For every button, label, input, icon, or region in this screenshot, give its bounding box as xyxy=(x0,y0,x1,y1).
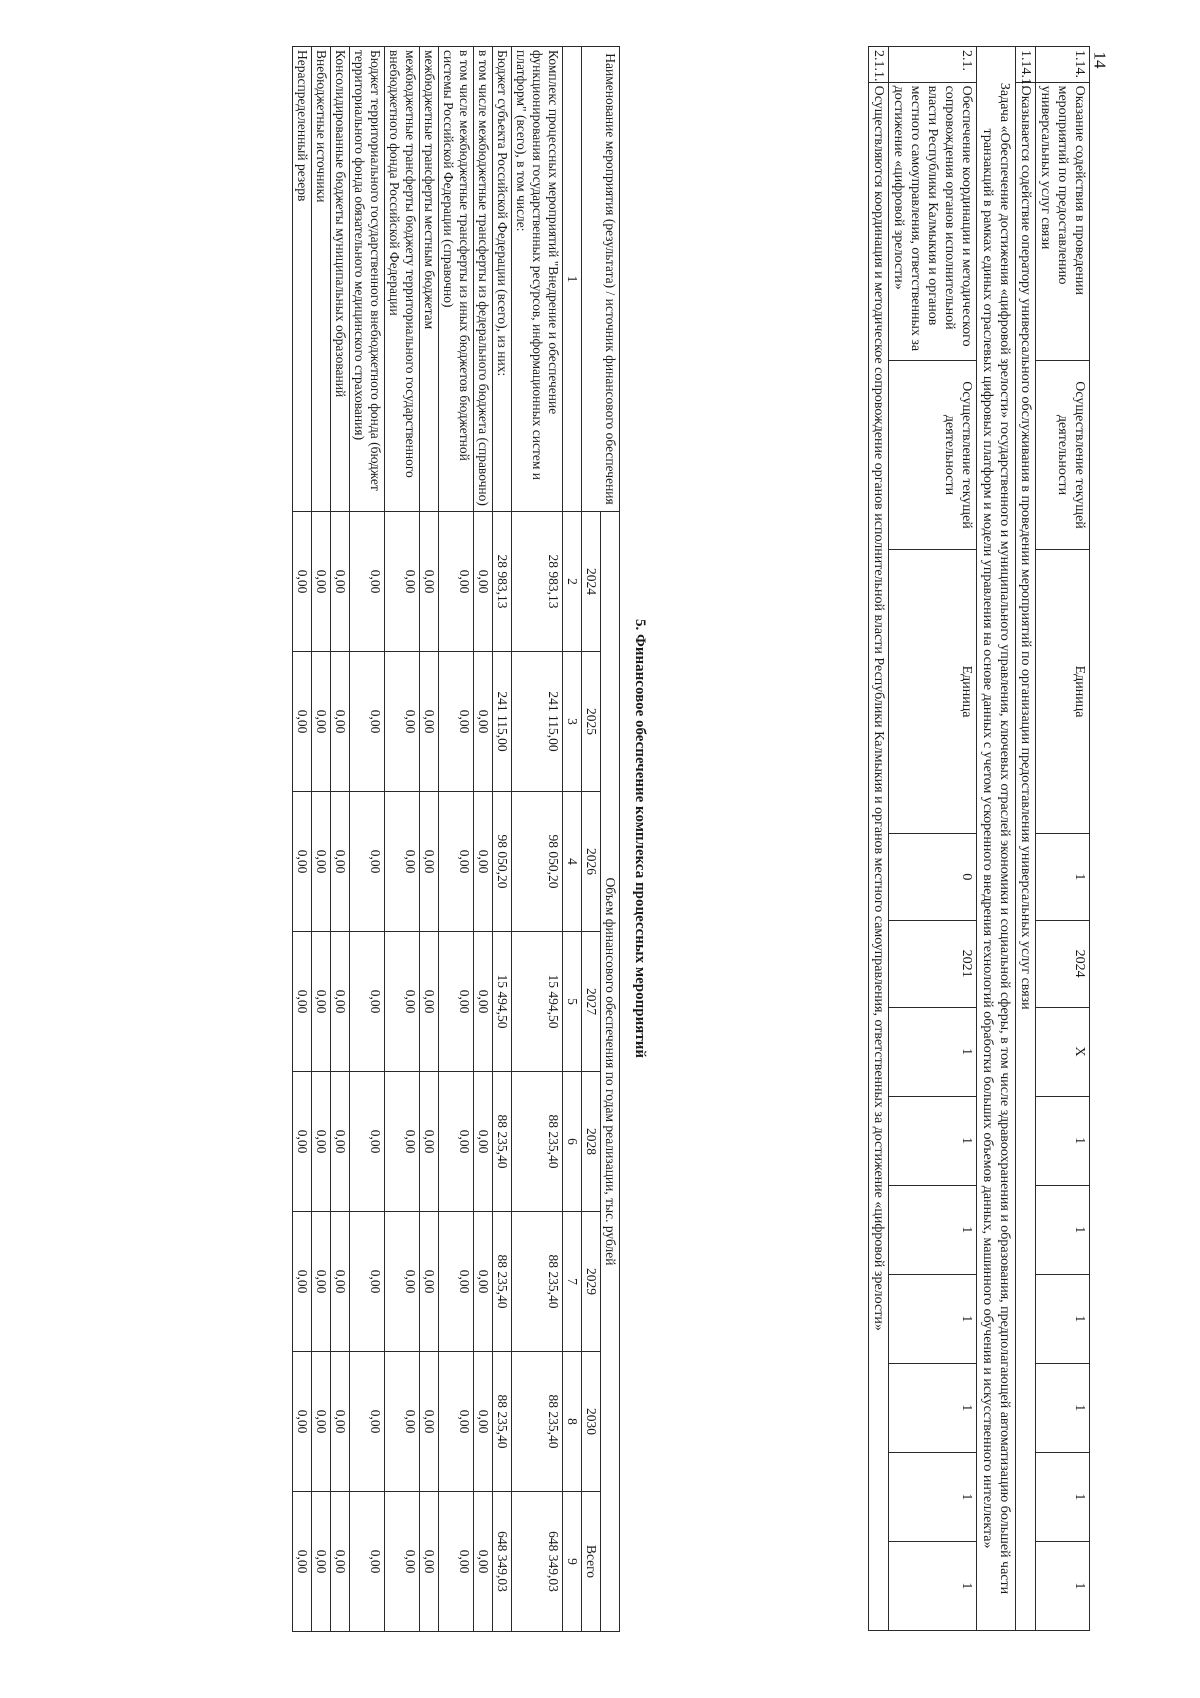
finance-source-name: Внебюджетные источники xyxy=(312,47,331,512)
task-row xyxy=(977,47,1016,1631)
year-header: 2024 xyxy=(582,512,601,652)
column-header-volume: Объем финансового обеспечения по годам реализации, тыс. рублей xyxy=(601,512,620,1632)
finance-value: 0,00 xyxy=(331,932,350,1072)
row-number: 2.1. xyxy=(889,47,977,83)
finance-value: 0,00 xyxy=(420,792,439,932)
indicators-table xyxy=(868,46,1090,1631)
finance-source-name: Бюджет субъекта Российской Федерации (всего), из них: xyxy=(493,47,512,512)
result-description: Осуществляются координация и методическое сопровождение органов исполнительной власти Республики Калмыкия и органов местного самоуправления, ответственных за достижение «цифровой зрелости» xyxy=(869,82,889,1630)
finance-value: 0,00 xyxy=(350,1212,385,1352)
year-header: 2029 xyxy=(582,1212,601,1352)
value-2027: 1 xyxy=(889,1274,977,1363)
finance-value: 0,00 xyxy=(474,932,493,1072)
column-header-name: Наименование мероприятия (результата) / источник финансового обеспечения xyxy=(582,47,620,512)
finance-value: 0,00 xyxy=(420,1212,439,1352)
finance-value: 0,00 xyxy=(312,1352,331,1492)
column-number: 9 xyxy=(563,1492,582,1632)
table-row xyxy=(1036,47,1090,1631)
finance-value: 648 349,03 xyxy=(512,1492,563,1632)
finance-value: 0,00 xyxy=(331,1492,350,1632)
finance-row xyxy=(350,47,385,1632)
finance-column-numbers-row xyxy=(563,47,582,1632)
column-number: 8 xyxy=(563,1352,582,1492)
finance-value: 0,00 xyxy=(420,1492,439,1632)
finance-value: 0,00 xyxy=(350,1072,385,1212)
finance-value: 0,00 xyxy=(439,512,474,652)
finance-value: 0,00 xyxy=(312,652,331,792)
row-number: 1.14.1. xyxy=(1016,47,1036,83)
finance-value: 0,00 xyxy=(474,652,493,792)
finance-source-name: межбюджетные трансферты бюджету территориального государственного внебюджетного фонда Российской Федерации xyxy=(385,47,420,512)
finance-value: 241 115,00 xyxy=(493,652,512,792)
year-header: Всего xyxy=(582,1492,601,1632)
finance-value: 0,00 xyxy=(293,1212,312,1352)
finance-value: 648 349,03 xyxy=(493,1492,512,1632)
table-row xyxy=(1016,47,1036,1631)
finance-value: 88 235,40 xyxy=(512,1072,563,1212)
finance-row xyxy=(312,47,331,1632)
finance-value: 0,00 xyxy=(474,512,493,652)
row-number: 1.14. xyxy=(1036,47,1090,83)
finance-value: 98 050,20 xyxy=(493,792,512,932)
column-number: 6 xyxy=(563,1072,582,1212)
finance-value: 0,00 xyxy=(293,512,312,652)
finance-header-row xyxy=(601,47,620,1632)
finance-value: 88 235,40 xyxy=(512,1212,563,1352)
finance-value: 0,00 xyxy=(350,652,385,792)
finance-source-name: в том числе межбюджетные трансферты из иных бюджетов бюджетной системы Российской Федерации (справочно) xyxy=(439,47,474,512)
finance-row xyxy=(512,47,563,1632)
base-year: 2024 xyxy=(1036,920,1090,1007)
finance-value: 0,00 xyxy=(439,1212,474,1352)
finance-value: 0,00 xyxy=(312,792,331,932)
finance-value: 0,00 xyxy=(331,1072,350,1212)
base-year: 2021 xyxy=(889,920,977,1007)
finance-value: 0,00 xyxy=(474,1492,493,1632)
finance-value: 0,00 xyxy=(420,512,439,652)
column-number: 2 xyxy=(563,512,582,652)
year-header: 2025 xyxy=(582,652,601,792)
finance-value: 0,00 xyxy=(350,1492,385,1632)
finance-value: 0,00 xyxy=(312,512,331,652)
value-2024: 1 xyxy=(889,1007,977,1096)
column-number: 4 xyxy=(563,792,582,932)
finance-value: 0,00 xyxy=(439,1492,474,1632)
finance-source-name: Консолидированные бюджеты муниципальных образований xyxy=(331,47,350,512)
finance-value: 0,00 xyxy=(312,1212,331,1352)
finance-value: 0,00 xyxy=(385,1072,420,1212)
finance-value: 0,00 xyxy=(312,932,331,1072)
row-number: 2.1.1. xyxy=(869,47,889,83)
unit: Единица xyxy=(889,550,977,834)
table-row xyxy=(889,47,977,1631)
finance-value: 0,00 xyxy=(439,1352,474,1492)
finance-value: 0,00 xyxy=(293,932,312,1072)
finance-row xyxy=(420,47,439,1632)
measure-name: Обеспечение координации и методического сопровождения органов исполнительной власти Республики Калмыкия и органов местного самоуправления, ответственных за достижение «цифровой зрелости» xyxy=(889,82,977,360)
finance-value: 0,00 xyxy=(420,1352,439,1492)
finance-value: 0,00 xyxy=(474,1212,493,1352)
finance-value: 15 494,50 xyxy=(512,932,563,1072)
value-2030: 1 xyxy=(889,1541,977,1630)
finance-source-name: Нераспределенный резерв xyxy=(293,47,312,512)
year-header: 2027 xyxy=(582,932,601,1072)
finance-value: 0,00 xyxy=(385,1212,420,1352)
finance-row xyxy=(439,47,474,1632)
finance-value: 0,00 xyxy=(439,652,474,792)
table-row xyxy=(869,47,889,1631)
value-2024: X xyxy=(1036,1007,1090,1096)
finance-value: 0,00 xyxy=(385,1492,420,1632)
finance-value: 88 235,40 xyxy=(493,1352,512,1492)
finance-value: 241 115,00 xyxy=(512,652,563,792)
finance-row xyxy=(331,47,350,1632)
finance-value: 0,00 xyxy=(439,1072,474,1212)
finance-value: 0,00 xyxy=(293,1072,312,1212)
finance-row xyxy=(474,47,493,1632)
value-2030: 1 xyxy=(1036,1541,1090,1630)
value-2027: 1 xyxy=(1036,1274,1090,1363)
year-header: 2028 xyxy=(582,1072,601,1212)
finance-value: 28 983,13 xyxy=(493,512,512,652)
finance-table xyxy=(292,46,620,1632)
year-header: 2026 xyxy=(582,792,601,932)
finance-value: 0,00 xyxy=(474,1072,493,1212)
value-2026: 1 xyxy=(1036,1185,1090,1274)
finance-value: 98 050,20 xyxy=(512,792,563,932)
finance-value: 0,00 xyxy=(331,652,350,792)
finance-value: 0,00 xyxy=(350,1352,385,1492)
finance-value: 0,00 xyxy=(385,512,420,652)
finance-value: 0,00 xyxy=(312,1072,331,1212)
finance-value: 0,00 xyxy=(293,1352,312,1492)
finance-value: 0,00 xyxy=(350,932,385,1072)
unit: Единица xyxy=(1036,550,1090,834)
finance-value: 0,00 xyxy=(474,792,493,932)
finance-value: 0,00 xyxy=(293,1492,312,1632)
value-2025: 1 xyxy=(889,1096,977,1185)
finance-value: 0,00 xyxy=(331,1212,350,1352)
finance-source-name: Бюджет территориального государственного внебюджетного фонда (бюджет территориального фонда обязательного медицинского страхования) xyxy=(350,47,385,512)
finance-value: 0,00 xyxy=(385,1352,420,1492)
finance-value: 0,00 xyxy=(331,792,350,932)
finance-value: 0,00 xyxy=(293,792,312,932)
result-description: Оказывается содействие оператору универсального обслуживания в проведении мероприятий по организации предоставления универсальных услуг связи xyxy=(1016,82,1036,1630)
finance-value: 0,00 xyxy=(385,652,420,792)
finance-value: 0,00 xyxy=(350,512,385,652)
finance-value: 0,00 xyxy=(293,652,312,792)
finance-value: 28 983,13 xyxy=(512,512,563,652)
finance-value: 0,00 xyxy=(331,512,350,652)
measure-type: Осуществление текущей деятельности xyxy=(1036,360,1090,549)
finance-source-name: Комплекс процессных мероприятий "Внедрение и обеспечение функционирования государственных ресурсов, информационных систем и платформ" (всего), в том числе: xyxy=(512,47,563,512)
task-description: Задача «Обеспечение достижения «цифровой зрелости» государственного и муниципального управления, ключевых отраслей экономики и социальной сферы, в том числе здравоохранения и образования, предполагающей автоматизацию большей части транзакций в рамках единых отраслевых цифровых платформ и модели управления на основе данных с учетом ускоренного внедрения технологий обработки больших объемов данных, машинного обучения и искусственного интеллекта» xyxy=(977,47,1016,1631)
base-value: 1 xyxy=(1036,833,1090,920)
column-number: 5 xyxy=(563,932,582,1072)
value-2026: 1 xyxy=(889,1185,977,1274)
finance-value: 0,00 xyxy=(420,652,439,792)
column-number: 1 xyxy=(563,47,582,512)
value-2028: 1 xyxy=(889,1363,977,1452)
finance-row xyxy=(293,47,312,1632)
measure-name: Оказание содействия в проведении мероприятий по предоставлению универсальных услуг связи xyxy=(1036,82,1090,360)
finance-value: 0,00 xyxy=(474,1352,493,1492)
measure-type: Осуществление текущей деятельности xyxy=(889,360,977,549)
page-number: 14 xyxy=(1090,51,1110,69)
column-number: 3 xyxy=(563,652,582,792)
value-2028: 1 xyxy=(1036,1363,1090,1452)
finance-value: 88 235,40 xyxy=(493,1212,512,1352)
value-2029: 1 xyxy=(889,1452,977,1541)
finance-value: 88 235,40 xyxy=(493,1072,512,1212)
finance-value: 0,00 xyxy=(385,932,420,1072)
finance-source-name: в том числе межбюджетные трансферты из федерального бюджета (справочно) xyxy=(474,47,493,512)
finance-value: 15 494,50 xyxy=(493,932,512,1072)
finance-value: 0,00 xyxy=(350,792,385,932)
finance-value: 0,00 xyxy=(312,1492,331,1632)
finance-value: 0,00 xyxy=(439,932,474,1072)
finance-value: 0,00 xyxy=(420,1072,439,1212)
finance-value: 0,00 xyxy=(420,932,439,1072)
finance-source-name: межбюджетные трансферты местным бюджетам xyxy=(420,47,439,512)
finance-value: 0,00 xyxy=(331,1352,350,1492)
value-2029: 1 xyxy=(1036,1452,1090,1541)
finance-section-heading: 5. Финансовое обеспечение комплекса процессных мероприятий xyxy=(632,619,648,1058)
column-number: 7 xyxy=(563,1212,582,1352)
finance-value: 88 235,40 xyxy=(512,1352,563,1492)
value-2025: 1 xyxy=(1036,1096,1090,1185)
finance-row xyxy=(385,47,420,1632)
finance-row xyxy=(493,47,512,1632)
year-header: 2030 xyxy=(582,1352,601,1492)
base-value: 0 xyxy=(889,833,977,920)
finance-value: 0,00 xyxy=(439,792,474,932)
finance-value: 0,00 xyxy=(385,792,420,932)
